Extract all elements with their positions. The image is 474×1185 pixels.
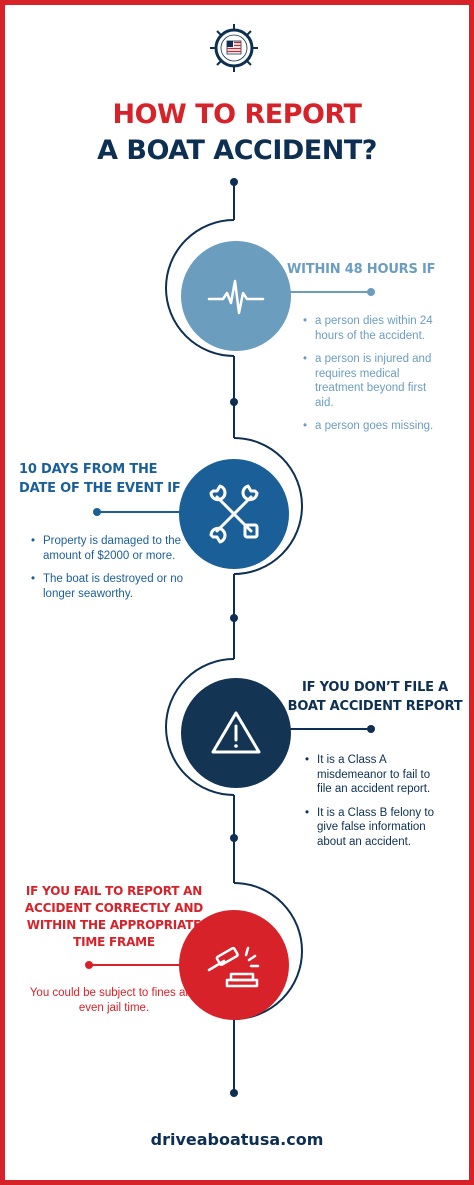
warning-icon [181,678,291,788]
title-line-1: HOW TO REPORT [112,99,362,130]
timeline-dot-3 [230,614,238,622]
timeline-dot-top [230,178,238,186]
timeline-dot-4 [230,834,238,842]
heartbeat-icon [181,241,291,351]
section-1-heading: WITHIN 48 HOURS IF [287,262,436,277]
section-3-bullets [305,753,445,858]
section-4-heading: IF YOU FAIL TO REPORT AN ACCIDENT CORRECTLY AND WITHIN THE APPROPRIATE TIME FRAME [24,884,204,949]
logo [209,23,259,73]
list-item: • It is a Class A misdemeanor to fail to file an accident report. [305,753,445,797]
timeline-dot-bottom [230,1089,238,1097]
list-item: • a person goes missing. [303,419,438,434]
section-1-circle [181,241,291,351]
list-item: • Property is damaged to the amount of $2000 or more. [31,534,191,563]
section-2-heading: 10 DAYS FROM THE DATE OF THE EVENT IF [19,462,181,496]
section-1-bullets [303,314,438,443]
list-item: • The boat is destroyed or no longer seaworthy. [31,572,191,601]
boat-club-seal-icon [209,23,259,73]
website-link[interactable]: driveaboatusa.com [150,1130,324,1149]
tools-icon [179,459,289,569]
timeline-dot-2 [230,398,238,406]
list-item: • It is a Class B felony to give false information about an accident. [305,806,445,850]
section-2-circle [179,459,289,569]
section-3-heading: IF YOU DON’T FILE A BOAT ACCIDENT REPORT [287,680,463,714]
list-item: • a person dies within 24 hours of the accident. [303,314,438,343]
section-2-bullets [31,534,191,610]
title-line-2: A BOAT ACCIDENT? [97,135,377,166]
infographic-page [5,5,469,1180]
section-4-text: You could be subject to fines and even jail time. [29,987,199,1014]
list-item: • a person is injured and requires medical treatment beyond first aid. [303,352,438,410]
section-3-circle [181,678,291,788]
